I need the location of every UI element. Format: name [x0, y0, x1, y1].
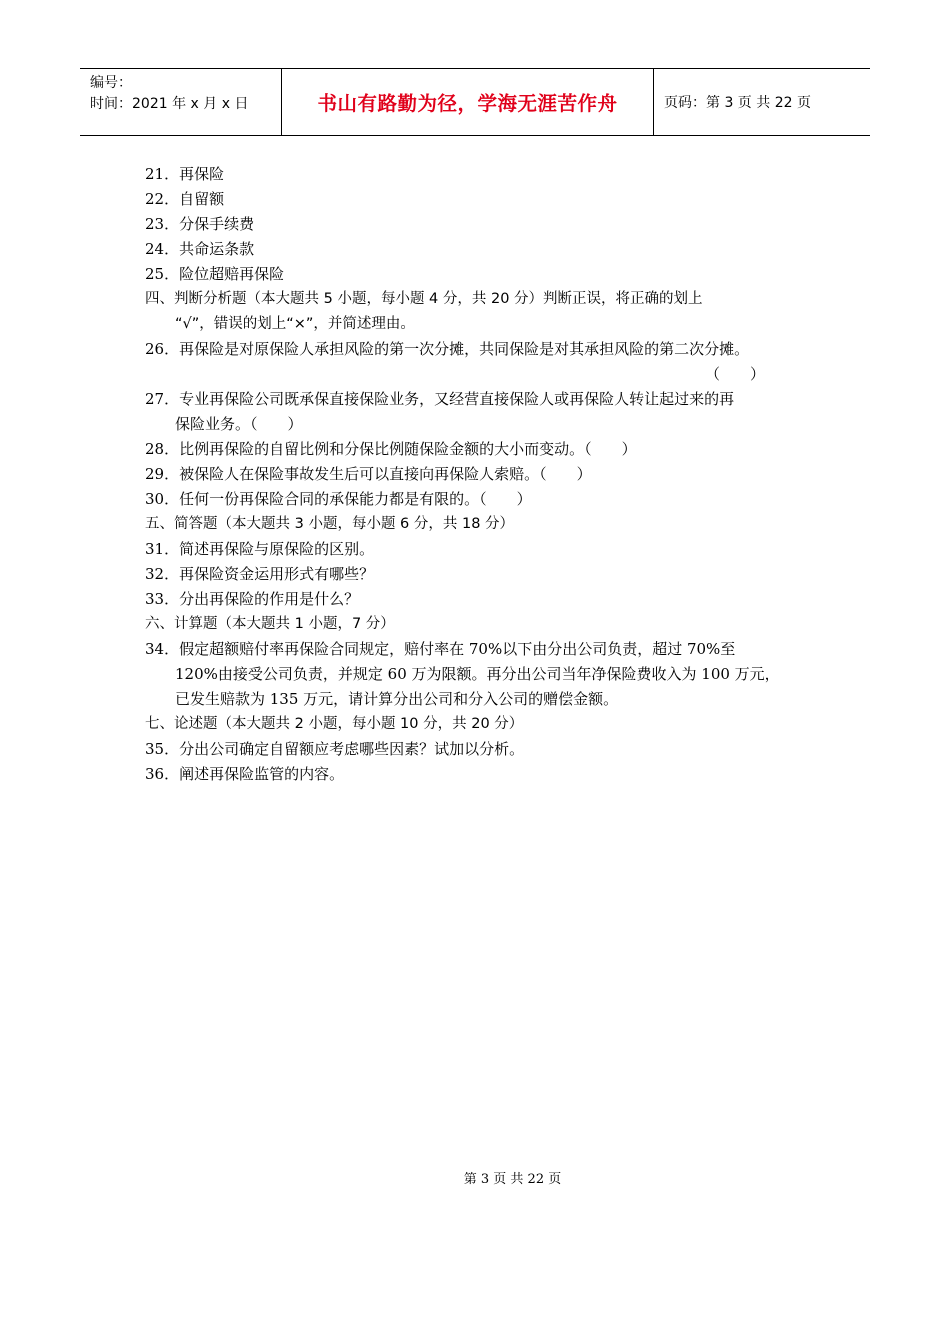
section-heading-essay: 七、论述题（本大题共 2 小题，每小题 10 分，共 20 分） [145, 716, 524, 732]
question-32: 32．再保险资金运用形式有哪些？ [145, 565, 375, 583]
header-motto-cell [282, 69, 654, 135]
question-35: 35．分出公司确定自留额应考虑哪些因素？试加以分析。 [145, 740, 525, 758]
section-heading-continuation: “√”，错误的划上“×”，并简述理由。 [175, 316, 415, 332]
question-34-continuation: 已发生赔款为 135 万元，请计算分出公司和分入公司的赠偿金额。 [175, 690, 619, 708]
question-26: 26．再保险是对原保险人承担风险的第一次分摊，共同保险是对其承担风险的第二次分摊。 [145, 340, 750, 358]
question-36: 36．阐述再保险监管的内容。 [145, 765, 345, 783]
header-meta [80, 69, 282, 135]
document-number-label: 编号： [90, 75, 132, 91]
term-item: 22．自留额 [145, 190, 225, 208]
question-30: 30．任何一份再保险合同的承保能力都是有限的。（ ） [145, 490, 532, 508]
question-28: 28．比例再保险的自留比例和分保比例随保险金额的大小而变动。（ ） [145, 440, 637, 458]
term-item: 25．险位超赔再保险 [145, 265, 285, 283]
section-heading-judgement: 四、判断分析题（本大题共 5 小题，每小题 4 分，共 20 分）判断正误，将正确的划上 [145, 291, 703, 307]
header-motto: 书山有路勤为径，学海无涯苦作舟 [317, 92, 618, 115]
exam-content [145, 162, 825, 787]
section-heading-short-answer: 五、简答题（本大题共 3 小题，每小题 6 分，共 18 分） [145, 516, 515, 532]
question-34: 34．假定超额赔付率再保险合同规定，赔付率在 70%以下由分出公司负责，超过 70%至 [145, 640, 736, 658]
question-27-continuation: 保险业务。（ ） [175, 415, 303, 433]
answer-bracket: （ ） [704, 365, 765, 383]
question-31: 31．简述再保险与原保险的区别。 [145, 540, 375, 558]
page-footer: 第 3 页 共 22 页 [463, 1172, 562, 1187]
document-date: 时间：2021 年 x 月 x 日 [90, 96, 249, 112]
question-27: 27．专业再保险公司既承保直接保险业务，又经营直接保险人或再保险人转让起过来的再 [145, 390, 735, 408]
question-33: 33．分出再保险的作用是什么？ [145, 590, 360, 608]
term-item: 21．再保险 [145, 165, 225, 183]
page-header [80, 68, 870, 136]
section-heading-calculation: 六、计算题（本大题共 1 小题，7 分） [145, 616, 395, 632]
question-29: 29．被保险人在保险事故发生后可以直接向再保险人索赔。（ ） [145, 465, 592, 483]
question-34-continuation: 120%由接受公司负责，并规定 60 万为限额。再分出公司当年净保险费收入为 100 万元， [175, 665, 780, 683]
term-item: 23．分保手续费 [145, 215, 255, 233]
header-page-info: 页码：第 3 页 共 22 页 [664, 95, 811, 111]
term-item: 24．共命运条款 [145, 240, 255, 258]
header-page-cell [654, 69, 870, 135]
